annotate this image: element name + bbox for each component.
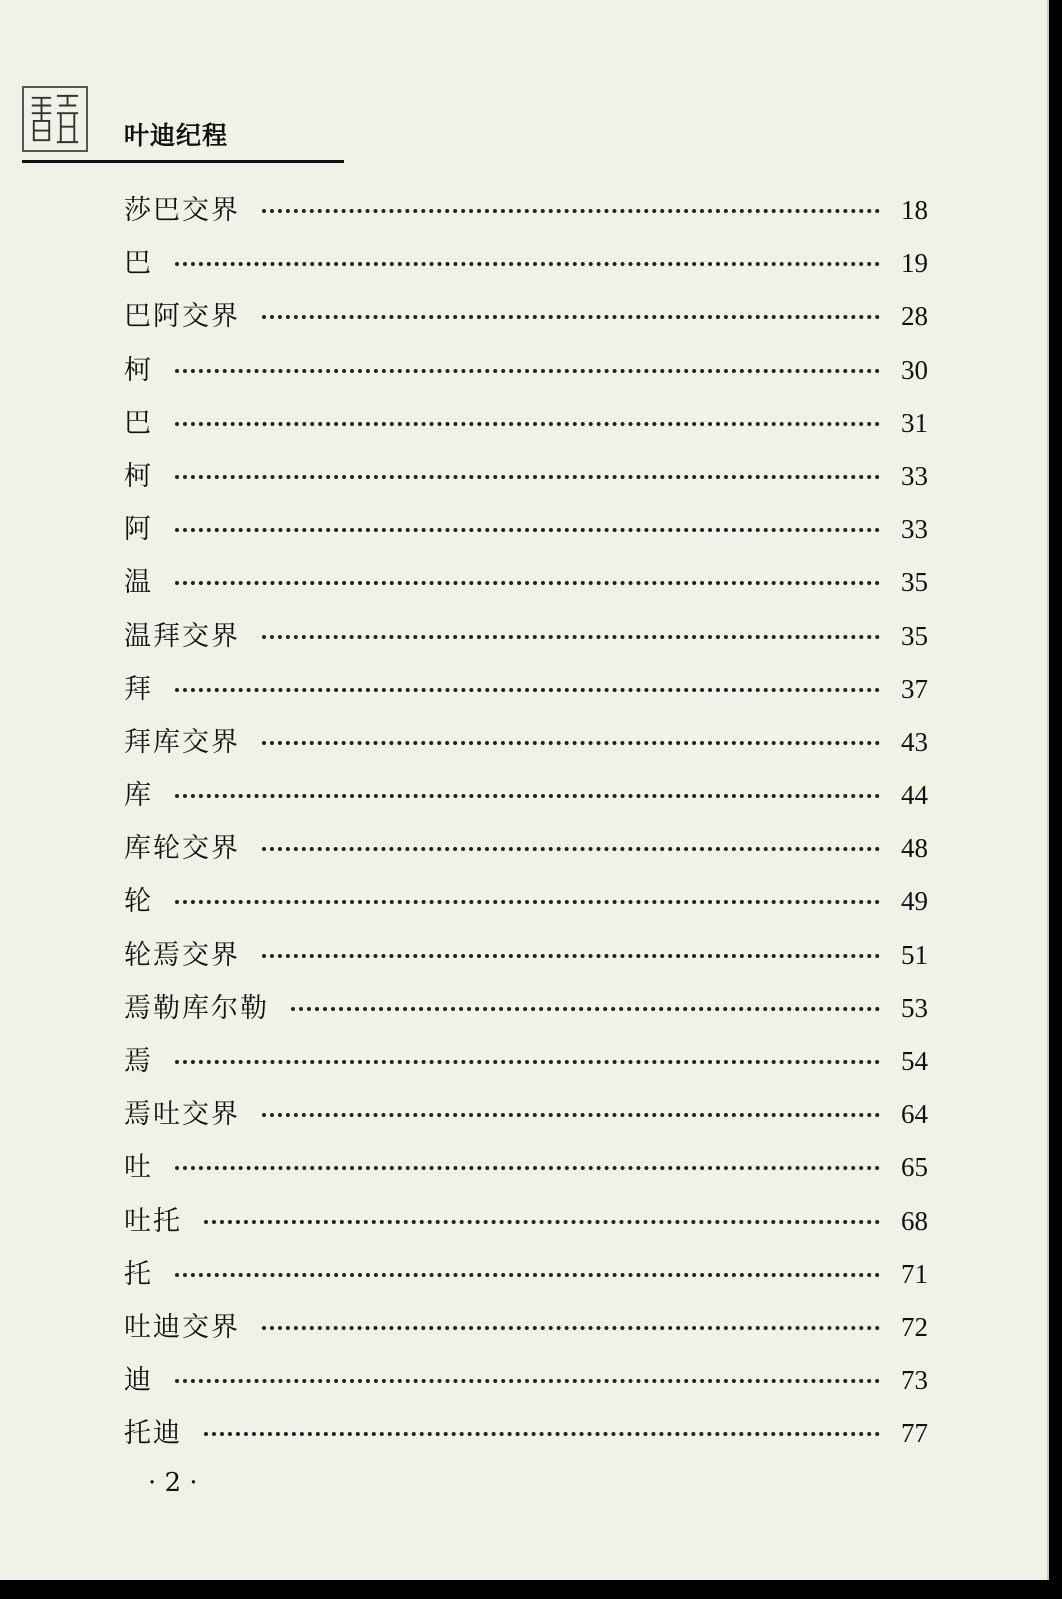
seal-stamp-icon xyxy=(22,86,88,152)
toc-entry-title: 焉吐交界 xyxy=(124,1099,240,1131)
header-rule xyxy=(22,160,344,163)
toc-entry-title: 吐迪交界 xyxy=(124,1311,240,1343)
toc-entry-page-number: 43 xyxy=(901,726,928,757)
toc-entry-title: 温拜交界 xyxy=(124,620,240,652)
toc-entry[interactable] xyxy=(124,188,928,241)
dot-leader xyxy=(175,1379,880,1383)
toc-entry[interactable] xyxy=(124,1145,928,1198)
toc-entry-page-number: 44 xyxy=(901,780,928,811)
toc-entry-title: 柯 xyxy=(124,460,153,492)
toc-entry-page-number: 18 xyxy=(901,195,928,225)
toc-entry-page-number: 33 xyxy=(901,514,928,545)
dot-leader xyxy=(175,1273,880,1277)
toc-entry-page-number: 37 xyxy=(901,673,928,704)
toc-entry-page-number: 35 xyxy=(901,620,928,651)
dot-leader xyxy=(262,209,880,213)
toc-entry-title: 焉 xyxy=(124,1046,153,1077)
dot-leader xyxy=(175,475,880,479)
toc-entry[interactable] xyxy=(124,294,928,347)
toc-entry[interactable] xyxy=(124,1252,928,1305)
toc-entry[interactable] xyxy=(124,614,928,667)
dot-leader xyxy=(291,1007,880,1011)
toc-entry-title: 阿 xyxy=(124,514,153,546)
dot-leader xyxy=(262,1113,880,1117)
toc-entry-title: 轮 xyxy=(124,886,153,918)
toc-entry-title: 托 xyxy=(124,1258,153,1290)
toc-entry[interactable] xyxy=(124,720,928,773)
toc-entry-title: 吐托 xyxy=(124,1205,182,1237)
toc-entry-page-number: 68 xyxy=(901,1205,928,1236)
toc-entry[interactable] xyxy=(124,1039,928,1092)
toc-entry-page-number: 33 xyxy=(901,460,928,491)
toc-entry[interactable] xyxy=(124,1358,928,1411)
toc-entry[interactable] xyxy=(124,667,928,720)
toc-entry[interactable] xyxy=(124,1199,928,1252)
toc-entry-title: 拜 xyxy=(124,673,153,705)
toc-entry-title: 温 xyxy=(124,567,153,599)
toc-entry-title: 焉勒库尔勒 xyxy=(124,992,269,1024)
toc-entry-title: 巴 xyxy=(124,248,153,280)
toc-entry[interactable] xyxy=(124,879,928,932)
toc-entry[interactable] xyxy=(124,454,928,507)
toc-entry-page-number: 71 xyxy=(901,1258,928,1289)
running-header-title: 叶迪纪程 xyxy=(124,121,229,150)
toc-entry[interactable] xyxy=(124,507,928,560)
toc-entry-title: 轮焉交界 xyxy=(124,939,240,971)
toc-entry[interactable] xyxy=(124,986,928,1039)
toc-entry-page-number: 73 xyxy=(901,1365,928,1396)
toc-entry-page-number: 54 xyxy=(901,1046,928,1076)
dot-leader xyxy=(175,1060,880,1064)
toc-entry[interactable] xyxy=(124,560,928,613)
dot-leader xyxy=(262,847,880,851)
toc-entry[interactable] xyxy=(124,933,928,986)
dot-leader xyxy=(175,581,880,585)
seal-glyph-drawing xyxy=(28,92,82,146)
dot-leader xyxy=(175,262,880,266)
toc-entry[interactable] xyxy=(124,348,928,401)
toc-entry-page-number: 77 xyxy=(901,1418,928,1449)
toc-entry-title: 库 xyxy=(124,780,153,812)
table-of-contents xyxy=(124,188,928,1465)
dot-leader xyxy=(262,1326,880,1330)
dot-leader xyxy=(262,315,880,319)
dot-leader xyxy=(262,635,880,639)
toc-entry-page-number: 72 xyxy=(901,1311,928,1342)
toc-entry[interactable] xyxy=(124,1411,928,1464)
toc-entry[interactable] xyxy=(124,401,928,454)
toc-entry[interactable] xyxy=(124,1305,928,1358)
toc-entry-page-number: 19 xyxy=(901,248,928,279)
toc-entry-title: 柯 xyxy=(124,354,153,386)
toc-entry-page-number: 64 xyxy=(901,1099,928,1130)
toc-entry-page-number: 65 xyxy=(901,1152,928,1183)
dot-leader xyxy=(175,369,880,373)
dot-leader xyxy=(262,954,880,958)
page-number-folio: · 2 · xyxy=(148,1468,198,1498)
toc-entry-title: 托迪 xyxy=(124,1418,182,1450)
toc-entry[interactable] xyxy=(124,826,928,879)
dot-leader xyxy=(175,422,880,426)
toc-entry-title: 迪 xyxy=(124,1365,153,1397)
toc-entry[interactable] xyxy=(124,773,928,826)
dot-leader xyxy=(175,688,880,692)
toc-entry-page-number: 30 xyxy=(901,354,928,385)
toc-entry-title: 巴 xyxy=(124,407,153,439)
toc-entry-page-number: 53 xyxy=(901,992,928,1023)
toc-entry-page-number: 51 xyxy=(901,939,928,970)
dot-leader xyxy=(175,794,880,798)
toc-entry-page-number: 49 xyxy=(901,886,928,917)
toc-entry-title: 拜库交界 xyxy=(124,726,240,758)
toc-entry-page-number: 48 xyxy=(901,833,928,864)
dot-leader xyxy=(262,741,880,745)
dot-leader xyxy=(175,1166,880,1170)
toc-entry-title: 库轮交界 xyxy=(124,833,240,865)
dot-leader xyxy=(175,528,880,532)
toc-entry-page-number: 35 xyxy=(901,567,928,598)
toc-entry-title: 巴阿交界 xyxy=(124,301,240,333)
toc-entry-title: 吐 xyxy=(124,1152,153,1184)
dot-leader xyxy=(204,1432,880,1436)
dot-leader xyxy=(204,1220,880,1224)
dot-leader xyxy=(175,900,880,904)
toc-entry[interactable] xyxy=(124,241,928,294)
toc-entry-page-number: 28 xyxy=(901,301,928,332)
toc-entry-page-number: 31 xyxy=(901,407,928,438)
toc-entry-title: 莎巴交界 xyxy=(124,195,240,226)
toc-entry[interactable] xyxy=(124,1092,928,1145)
